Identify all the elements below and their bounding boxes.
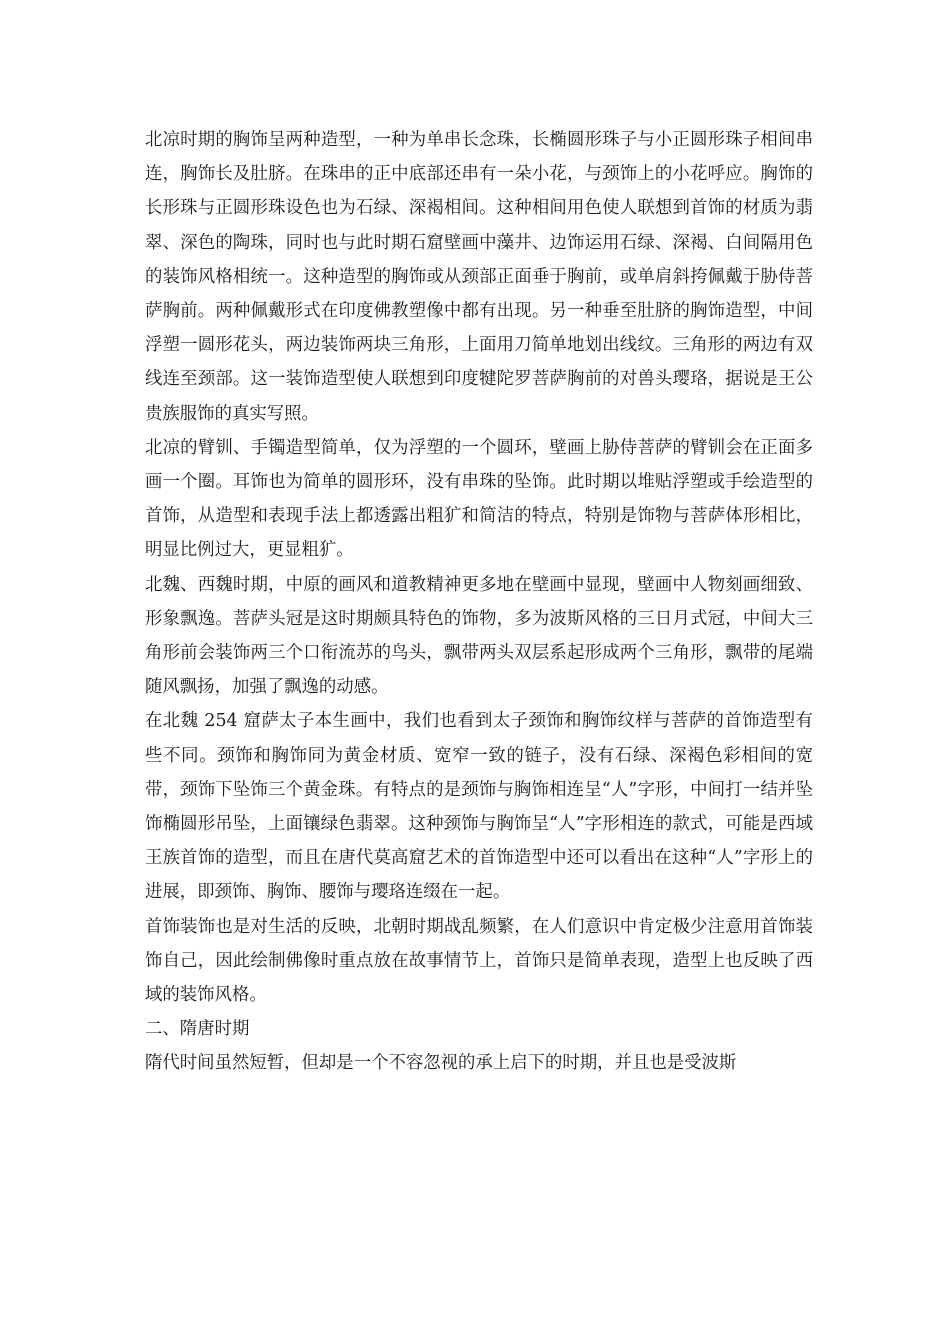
paragraph-northern-western-wei: 北魏、西魏时期，中原的画风和道教精神更多地在壁画中显现，壁画中人物刻画细致、形象飘逸。菩萨头冠是这时期颇具特色的饰物，多为波斯风格的三日月式冠，中间大三角形前会装饰两三个口衔流苏的鸟头，飘带两头双层系起形成两个三角形，飘带的尾端随风飘扬，加强了飘逸的动感。	[145, 574, 813, 698]
section-heading-sui-tang: 二、隋唐时期	[145, 1019, 250, 1040]
paragraph-jewelry-reflection: 首饰装饰也是对生活的反映，北朝时期战乱频繁，在人们意识中肯定极少注意用首饰装饰自己，因此绘制佛像时重点放在故事情节上，首饰只是简单表现，造型上也反映了西域的装饰风格。	[145, 916, 813, 1006]
paragraph-cave-254: 在北魏 254 窟萨太子本生画中，我们也看到太子颈饰和胸饰纹样与菩萨的首饰造型有些不同。颈饰和胸饰同为黄金材质、宽窄一致的链子，没有石绿、深褐色彩相间的宽带，颈饰下坠饰三个黄金珠。有特点的是颈饰与胸饰相连呈“人”字形，中间打一结并坠饰椭圆形吊坠，上面镶绿色翡翠。这种颈饰与胸饰呈“人”字形相连的款式，可能是西域王族首饰的造型，而且在唐代莫高窟艺术的首饰造型中还可以看出在这种“人”字形上的进展，即颈饰、胸饰、腰饰与璎珞连缀在一起。	[145, 711, 813, 903]
paragraph-sui-dynasty: 隋代时间虽然短暂，但却是一个不容忽视的承上启下的时期，并且也是受波斯	[145, 1053, 737, 1074]
document-body	[145, 123, 813, 1081]
paragraph-northern-liang-chest-ornaments: 北凉时期的胸饰呈两种造型，一种为单串长念珠，长椭圆形珠子与小正圆形珠子相间串连，胸饰长及肚脐。在珠串的正中底部还串有一朵小花，与颈饰上的小花呼应。胸饰的长形珠与正圆形珠设色也为石绿、深褐相间。这种相间用色使人联想到首饰的材质为翡翠、深色的陶珠，同时也与此时期石窟壁画中藻井、边饰运用石绿、深褐、白间隔用色的装饰风格相统一。这种造型的胸饰或从颈部正面垂于胸前，或单肩斜挎佩戴于胁侍菩萨胸前。两种佩戴形式在印度佛教塑像中都有出现。另一种垂至肚脐的胸饰造型，中间浮塑一圆形花头，两边装饰两块三角形，上面用刀简单地划出线纹。三角形的两边有双线连至颈部。这一装饰造型使人联想到印度犍陀罗菩萨胸前的对兽头璎珞，据说是王公贵族服饰的真实写照。	[145, 130, 813, 424]
paragraph-northern-liang-armlets: 北凉的臂钏、手镯造型简单，仅为浮塑的一个圆环，壁画上胁侍菩萨的臂钏会在正面多画一个圈。耳饰也为简单的圆形环，没有串珠的坠饰。此时期以堆贴浮塑或手绘造型的首饰，从造型和表现手法上都透露出粗犷和简洁的特点，特别是饰物与菩萨体形相比，明显比例过大，更显粗犷。	[145, 437, 813, 561]
